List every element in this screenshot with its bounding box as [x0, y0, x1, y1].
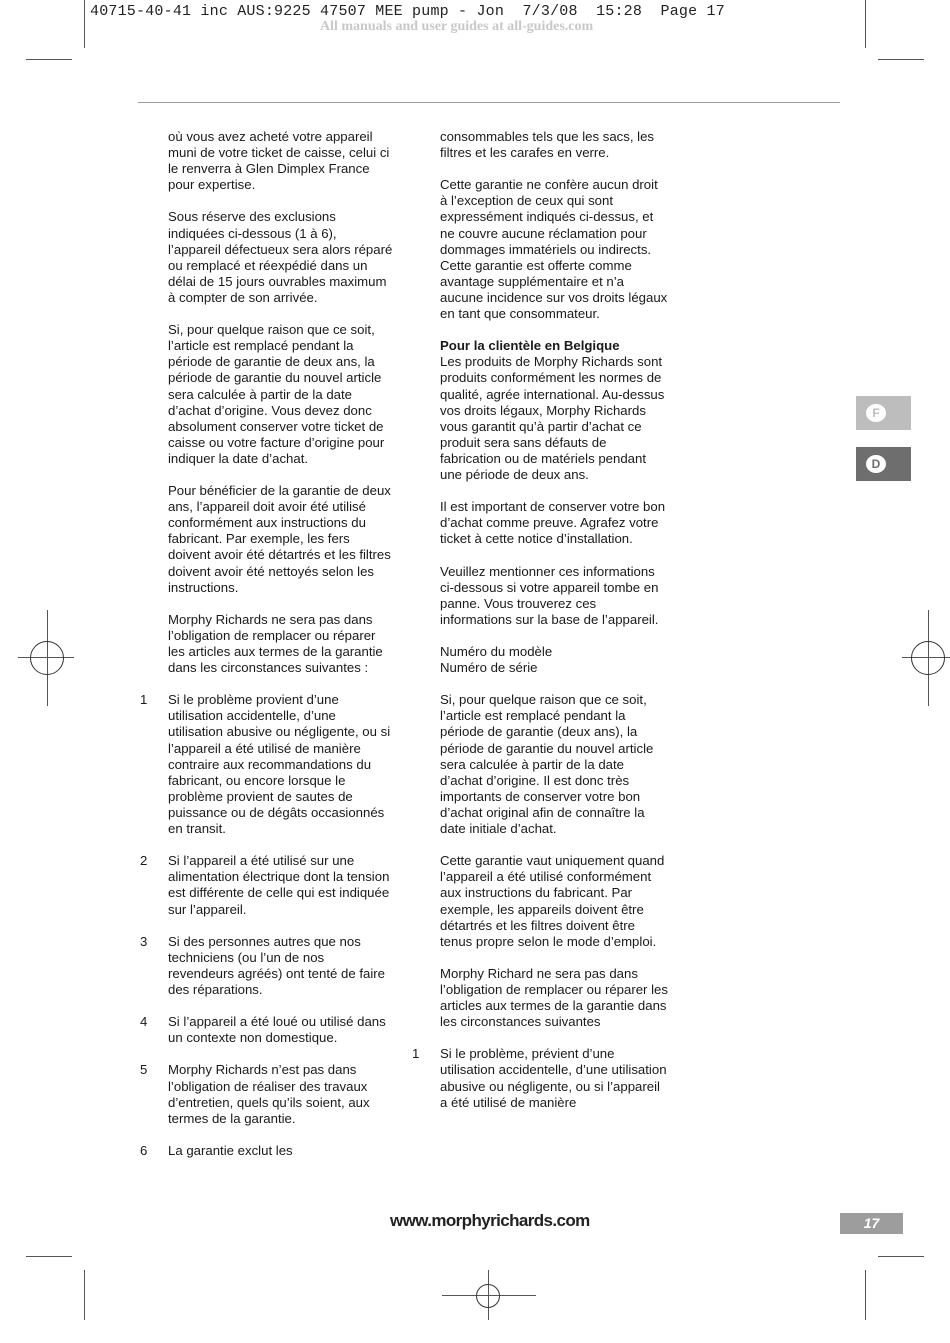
crop-mark [26, 59, 72, 60]
list-item [412, 1046, 668, 1110]
paragraph: Cette garantie ne confère aucun droit à l’exception de ceux qui sont expressément indiqués ci-dessus, et ne couvre aucune réclamation pour dommages immatériels ou indirects. Cette garantie est offerte comme avantage supplémentaire et n’a aucune incidence sur vos droits légaux en tant que consommateur. [440, 177, 668, 322]
paragraph: Pour bénéficier de la garantie de deux ans, l’appareil doit avoir été utilisé conformément aux instructions du fabricant. Par exemple, les fers doivent avoir été détartrés et les filtres doivent avoir été nettoyés selon les instructions. [168, 483, 391, 595]
tab-label-d: D [866, 455, 886, 473]
paragraph: Si, pour quelque raison que ce soit, l’article est remplacé pendant la période de garantie (deux ans), la période de garantie du nouvel article sera calculée à partir de la date d’achat d’origine. Il est donc très importants de conserver votre bon d’achat original afin de connaître la date initiale d’achat. [440, 692, 654, 837]
crop-mark [865, 1270, 866, 1320]
list-item [140, 1142, 393, 1159]
serial-number-label: Numéro de série [440, 660, 538, 676]
list-number: 6 [140, 1142, 148, 1158]
crop-mark [84, 0, 85, 48]
print-slug: 40715-40-41 inc AUS:9225 47507 MEE pump - Jon 7/3/08 15:28 Page 17 [90, 3, 725, 20]
list-text: Si des personnes autres que nos techniciens (ou l’un de nos revendeurs agréés) ont tenté de faire des réparations. [168, 933, 385, 997]
belgium-heading: Pour la clientèle en Belgique [440, 338, 620, 354]
paragraph: Si, pour quelque raison que ce soit, l’article est remplacé pendant la période de garantie de deux ans, la période de garantie du nouvel article sera calculée à partir de la date d’achat d’origine. Vous devez donc absolument conserver votre ticket de caisse ou votre facture d’origine pour indiquer la date d’achat. [168, 322, 385, 466]
registration-mark [30, 641, 64, 675]
model-number-label: Numéro du modèle [440, 644, 553, 659]
list-item [140, 1014, 393, 1046]
paragraph: Les produits de Morphy Richards sont produits conformément les normes de qualité, agrée international. Au-dessus vos droits légaux, Morphy Richards vous garantit qu’à partir d’achat ce produit sera sans défauts de fabrication ou de matériels pendant une période de deux ans. [440, 354, 665, 482]
crop-mark [84, 1270, 85, 1320]
list-number: 5 [140, 1062, 148, 1078]
paragraph: Morphy Richard ne sera pas dans l’obligation de remplacer ou réparer les articles aux termes de la garantie dans les circonstances suivantes [440, 965, 668, 1030]
page-number: 17 [840, 1213, 903, 1234]
list-text: Morphy Richards n’est pas dans l’obligation de réaliser des travaux d’entretien, quels qu’ils soient, aux termes de la garantie. [168, 1062, 370, 1126]
list-text: La garantie exclut les [168, 1142, 293, 1158]
crop-mark [878, 59, 924, 60]
list-text: Si l’appareil a été loué ou utilisé dans un contexte non domestique. [168, 1014, 386, 1046]
paragraph: Il est important de conserver votre bon d’achat comme preuve. Agrafez votre ticket à cette notice d’installation. [440, 499, 666, 547]
website-url: www.morphyrichards.com [390, 1211, 590, 1230]
registration-mark [911, 641, 945, 675]
paragraph: Cette garantie vaut uniquement quand l’appareil a été utilisé conformément aux instructions du fabricant. Par exemple, les appareils doivent être détartrés et les filtres doivent être tenus propre selon le mode d’emploi. [440, 853, 665, 949]
paragraph: où vous avez acheté votre appareil muni de votre ticket de caisse, celui ci le renverra à Glen Dimplex France pour expertise. [168, 129, 390, 193]
list-text: Si le problème, prévient d’une utilisation accidentelle, d’une utilisation abusive ou négligente, ou si l’appareil a été utilisé de manière [440, 1046, 667, 1110]
right-column [412, 129, 668, 1127]
list-item [140, 933, 393, 998]
language-tab-french [856, 396, 911, 430]
paragraph: Sous réserve des exclusions indiquées ci-dessous (1 à 6), l’appareil défectueux sera alors réparé ou remplacé et réexpédié dans un délai de 15 jours ouvrables maximum à compter de son arrivée. [168, 209, 393, 305]
tab-label-f: F [866, 404, 886, 422]
crop-mark [878, 1256, 924, 1257]
list-number: 4 [140, 1014, 148, 1030]
crop-mark [865, 0, 866, 48]
watermark: All manuals and user guides at all-guides.com [320, 19, 594, 34]
header-rule [138, 102, 840, 103]
list-number: 1 [412, 1046, 420, 1062]
list-number: 3 [140, 933, 148, 949]
paragraph: consommables tels que les sacs, les filtres et les carafes en verre. [440, 129, 655, 161]
list-text: Si l’appareil a été utilisé sur une alimentation électrique dont la tension est différente de celle qui est indiquée sur l’appareil. [168, 853, 390, 917]
list-item [140, 1062, 393, 1126]
paragraph: Morphy Richards ne sera pas dans l’obligation de remplacer ou réparer les articles aux termes de la garantie dans les circonstances suivantes : [168, 611, 383, 676]
list-item [140, 853, 393, 917]
list-number: 2 [140, 853, 148, 869]
registration-mark [476, 1284, 500, 1308]
language-tab-german [856, 447, 911, 481]
list-number: 1 [140, 692, 148, 708]
model-serial-block [440, 644, 668, 676]
list-item [140, 692, 393, 837]
left-column [140, 129, 393, 1175]
list-text: Si le problème provient d’une utilisation accidentelle, d’une utilisation abusive ou négligente, ou si l’appareil a été utilisé de manière contraire aux recommandations du fabricant, ou encore lorsque le problème provient de sautes de puissance ou de dégâts occasionnés en transit. [168, 692, 391, 837]
paragraph: Veuillez mentionner ces informations ci-dessous si votre appareil tombe en panne. Vous trouverez ces informations sur la base de l’appareil. [440, 563, 659, 627]
crop-mark [26, 1256, 72, 1257]
